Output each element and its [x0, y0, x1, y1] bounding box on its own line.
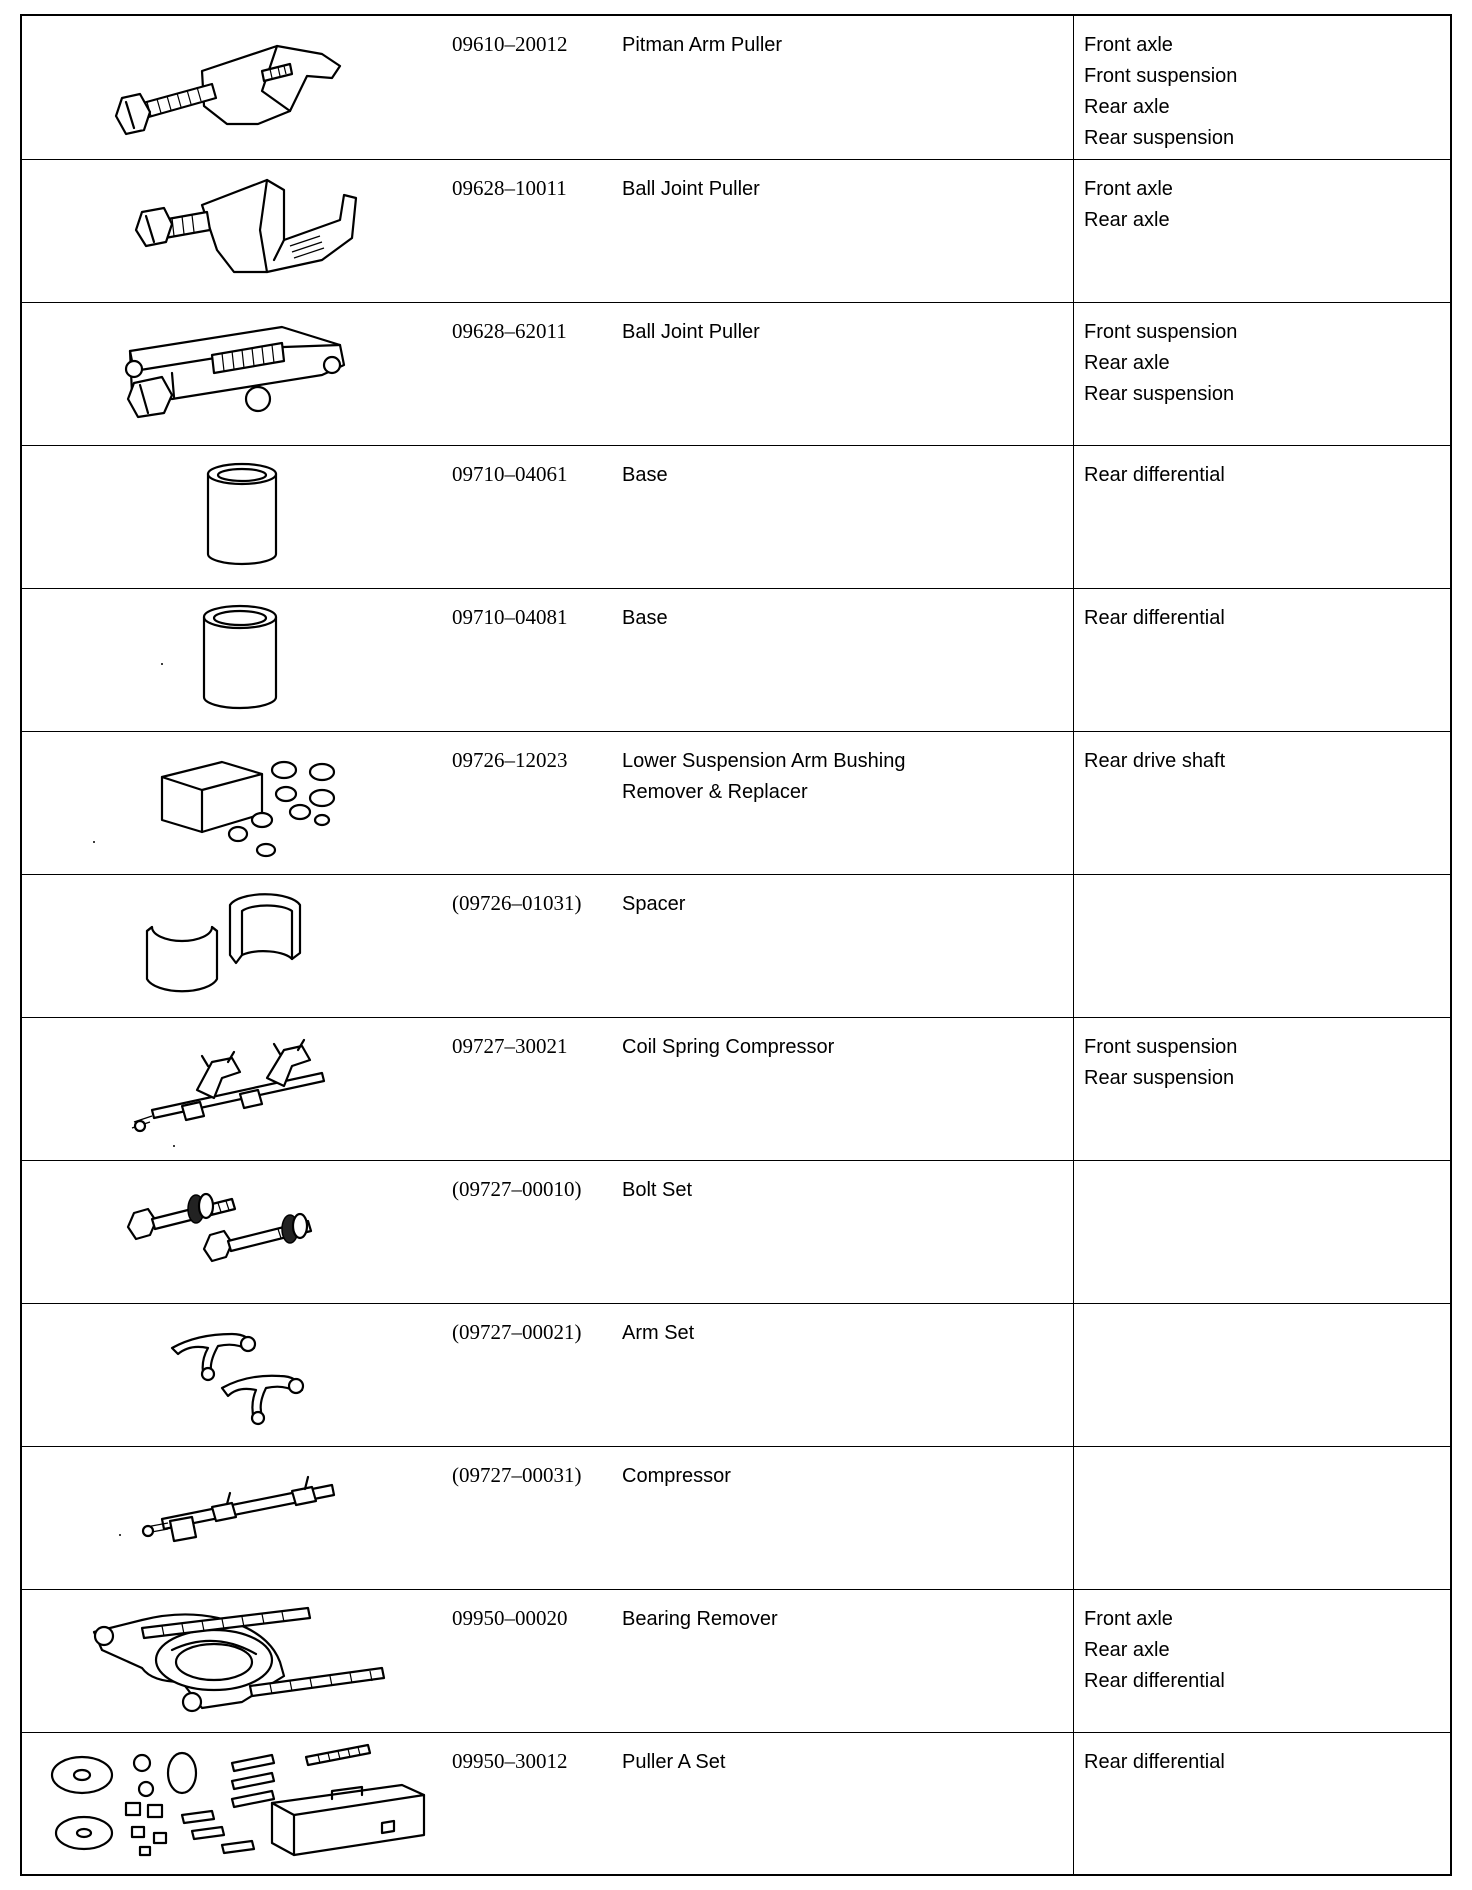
tool-name: Pitman Arm Puller — [622, 34, 783, 56]
bushing-remover-kit-icon — [22, 732, 444, 873]
spacer-halves-icon — [22, 875, 444, 1016]
applications-list — [1074, 875, 1450, 889]
application-item: Rear axle — [1084, 96, 1170, 118]
applications-list — [1074, 446, 1450, 491]
applications-list — [1074, 732, 1450, 777]
tool-name: Ball Joint Puller — [622, 320, 760, 343]
applications-list — [1074, 160, 1450, 236]
puller-a-set-icon — [22, 1733, 444, 1874]
part-number: 09610–20012 — [452, 32, 568, 56]
tool-illustration — [22, 1017, 444, 1160]
tool-row — [22, 302, 1450, 445]
applications-list — [1074, 1590, 1450, 1697]
tools-table — [22, 16, 1450, 1875]
part-number: 09726–12023 — [452, 747, 568, 772]
tool-name: Base — [622, 463, 668, 486]
application-item: Front axle — [1084, 1607, 1173, 1630]
tool-name: Lower Suspension Arm Bushing Remover & Replacer — [622, 749, 906, 803]
tool-row — [22, 874, 1450, 1017]
part-number: (09727–00010) — [452, 1176, 582, 1201]
tool-illustration — [22, 1303, 444, 1446]
tool-illustration — [22, 731, 444, 874]
arm-set-icon — [22, 1304, 444, 1445]
coil-spring-compressor-icon — [22, 1018, 444, 1159]
tool-name: Arm Set — [622, 1321, 695, 1344]
tool-name: Bearing Remover — [622, 1607, 778, 1630]
part-number: (09726–01031) — [452, 890, 582, 915]
applications-list — [1074, 16, 1450, 154]
tool-row — [22, 16, 1450, 159]
compressor-icon — [22, 1447, 444, 1588]
application-item: Front suspension — [1084, 320, 1238, 343]
tool-illustration — [22, 159, 444, 302]
application-item: Rear suspension — [1084, 127, 1235, 149]
tool-name: Compressor — [622, 1464, 731, 1487]
tool-illustration — [22, 1160, 444, 1303]
application-item: Front suspension — [1084, 65, 1238, 87]
ball-joint-puller-wide-icon — [22, 303, 444, 444]
part-number: 09727–30021 — [452, 1033, 568, 1058]
tool-row — [22, 1446, 1450, 1589]
applications-list — [1074, 589, 1450, 634]
application-item: Rear differential — [1084, 1669, 1225, 1692]
tool-illustration — [22, 874, 444, 1017]
part-number: (09727–00021) — [452, 1319, 582, 1344]
tool-illustration — [22, 1589, 444, 1732]
applications-list — [1074, 1304, 1450, 1318]
part-number: 09710–04061 — [452, 461, 568, 486]
pitman-arm-puller-icon — [22, 16, 444, 157]
application-item: Rear axle — [1084, 351, 1170, 374]
tool-name: Coil Spring Compressor — [622, 1035, 835, 1058]
applications-list — [1074, 303, 1450, 410]
application-item: Front suspension — [1084, 1035, 1238, 1058]
tool-illustration — [22, 302, 444, 445]
application-item: Rear drive shaft — [1084, 749, 1226, 772]
tool-illustration — [22, 1732, 444, 1875]
application-item: Front axle — [1084, 34, 1173, 56]
applications-list — [1074, 1161, 1450, 1175]
ball-joint-puller-icon — [22, 160, 444, 301]
part-number: 09628–10011 — [452, 175, 567, 200]
application-item: Rear suspension — [1084, 1066, 1235, 1089]
tool-name: Puller A Set — [622, 1750, 726, 1773]
tool-illustration — [22, 16, 444, 159]
application-item: Rear differential — [1084, 606, 1225, 629]
bearing-remover-icon — [22, 1590, 444, 1731]
tool-row — [22, 1732, 1450, 1875]
tool-illustration — [22, 1446, 444, 1589]
applications-list — [1074, 1447, 1450, 1461]
application-item: Rear suspension — [1084, 382, 1235, 405]
part-number: (09727–00031) — [452, 1462, 582, 1487]
tool-name: Base — [622, 606, 668, 629]
tool-illustration — [22, 445, 444, 588]
base-cylinder-icon — [22, 589, 444, 730]
bolt-set-icon — [22, 1161, 444, 1302]
tool-row — [22, 445, 1450, 588]
applications-list — [1074, 1733, 1450, 1778]
tool-name: Spacer — [622, 892, 686, 915]
special-service-tools-sheet — [20, 14, 1452, 1876]
application-item: Rear differential — [1084, 1750, 1225, 1773]
tool-row — [22, 731, 1450, 874]
application-item: Rear axle — [1084, 1638, 1170, 1661]
application-item: Front axle — [1084, 177, 1173, 200]
tool-name: Ball Joint Puller — [622, 177, 760, 200]
part-number: 09628–62011 — [452, 318, 567, 343]
tool-row — [22, 159, 1450, 302]
base-cylinder-icon — [22, 446, 444, 587]
tool-row — [22, 1589, 1450, 1732]
tool-illustration — [22, 588, 444, 731]
tool-row — [22, 588, 1450, 731]
tool-row — [22, 1303, 1450, 1446]
tool-row — [22, 1017, 1450, 1160]
application-item: Rear differential — [1084, 463, 1225, 486]
part-number: 09950–00020 — [452, 1605, 568, 1630]
applications-list — [1074, 1018, 1450, 1094]
tool-row — [22, 1160, 1450, 1303]
application-item: Rear axle — [1084, 208, 1170, 231]
tool-name: Bolt Set — [622, 1178, 693, 1201]
part-number: 09710–04081 — [452, 604, 568, 629]
part-number: 09950–30012 — [452, 1748, 568, 1773]
